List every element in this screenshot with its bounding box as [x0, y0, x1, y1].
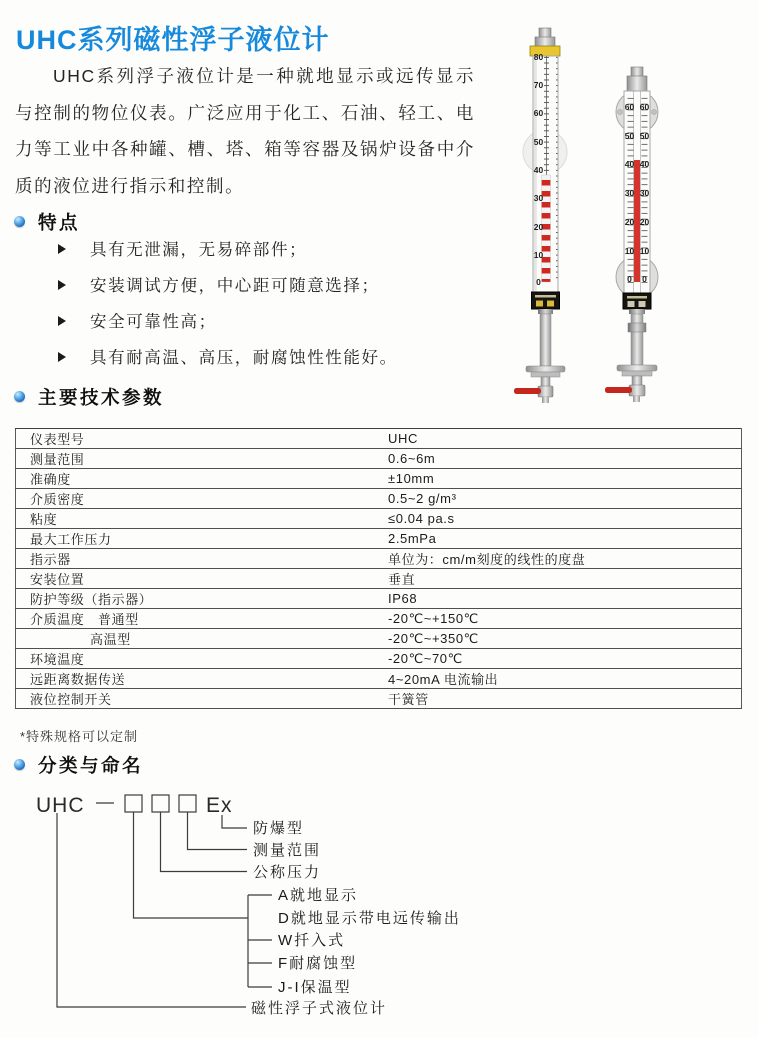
param-value: -20℃~+350℃: [380, 629, 742, 649]
table-row: [16, 569, 742, 589]
table-row: [16, 489, 742, 509]
label-explosion-proof: 防爆型: [253, 820, 305, 837]
gauge-left-cap: [535, 37, 555, 47]
intro-paragraph: UHC系列浮子液位计是一种就地显示或远传显示与控制的物位仪表。广泛应用于化工、石油、轻工、电力等工业中各种罐、槽、塔、箱等容器及锅炉设备中介质的液位进行指示和控制。: [15, 66, 475, 196]
gauge-right: [605, 67, 658, 402]
param-label: 环境温度: [16, 649, 381, 669]
table-row: [16, 669, 742, 689]
param-value: 4~20mA 电流输出: [380, 669, 742, 689]
parameters-table: [15, 428, 742, 709]
scale-number: 40: [624, 159, 635, 169]
scale-number: 20: [624, 217, 635, 227]
scale-number: 50: [533, 137, 544, 147]
scale-number: 60: [533, 108, 544, 118]
scale-number: 30: [533, 193, 544, 203]
param-label: 测量范围: [16, 449, 381, 469]
param-value: 0.6~6m: [380, 449, 742, 469]
scale-number: 10: [533, 250, 544, 260]
triangle-bullet-icon: [58, 244, 66, 254]
feature-text: 安装调试方便，中心距可随意选择；: [90, 277, 380, 295]
features-heading: 特点: [38, 212, 81, 233]
label-measure-range: 测量范围: [253, 842, 322, 859]
gauge-left-valve-handle: [514, 388, 541, 394]
scale-number: 50: [624, 131, 635, 141]
param-value: -20℃~+150℃: [380, 609, 742, 629]
param-label: 介质温度 普通型: [16, 609, 381, 629]
param-value: ±10mm: [380, 469, 742, 489]
param-label: 最大工作压力: [16, 529, 381, 549]
label-base-name: 磁性浮子式液位计: [251, 1000, 388, 1017]
feature-item: [56, 347, 476, 383]
table-row: [16, 689, 742, 709]
gauge-left-pipe: [540, 314, 551, 366]
gauge-left-switch-box: [532, 292, 560, 309]
triangle-bullet-icon: [58, 280, 66, 290]
scale-number: 60: [624, 102, 635, 112]
label-type-option: F耐腐蚀型: [278, 955, 358, 972]
param-value: 0.5~2 g/m³: [380, 489, 742, 509]
gauge-right-pipe: [631, 314, 643, 365]
param-label: 远距离数据传送: [16, 669, 381, 689]
gauge-right-bottom-flange: [617, 365, 657, 371]
feature-item: [56, 311, 476, 347]
table-row: [16, 609, 742, 629]
scale-number: 20: [639, 217, 650, 227]
scale-number: 30: [624, 188, 635, 198]
scale-number: 10: [624, 246, 635, 256]
table-row: [16, 589, 742, 609]
feature-item: [56, 275, 476, 311]
scale-number: 20: [533, 222, 544, 232]
table-row: [16, 429, 742, 449]
page-title: UHC系列磁性浮子液位计: [16, 25, 330, 55]
feature-text: 安全可靠性高；: [90, 313, 217, 331]
label-type-option: W扦入式: [278, 932, 346, 949]
feature-text: 具有无泄漏，无易碎部件；: [90, 241, 308, 259]
param-label: 仪表型号: [16, 429, 381, 449]
label-type-option: J-I保温型: [278, 979, 352, 996]
param-label: 液位控制开关: [16, 689, 381, 709]
gauge-right-union-nut: [628, 323, 646, 332]
param-value: UHC: [380, 429, 742, 449]
product-photo-level-gauges: [480, 15, 758, 410]
label-type-option: A就地显示: [278, 887, 359, 904]
gauge-left: [514, 28, 567, 403]
table-row: [16, 629, 742, 649]
scale-number: 60: [639, 102, 650, 112]
scale-number: 0: [642, 274, 647, 284]
scale-number: 0: [536, 277, 541, 287]
param-value: 干簧管: [380, 689, 742, 709]
param-label: 介质密度: [16, 489, 381, 509]
features-list: [56, 239, 476, 383]
scale-number: 50: [639, 131, 650, 141]
gauge-left-bottom-flange: [526, 366, 565, 372]
param-value: -20℃~70℃: [380, 649, 742, 669]
gauge-right-switch-box: [623, 293, 651, 309]
scale-number: 80: [533, 52, 544, 62]
gauge-right-valve-handle: [605, 387, 632, 393]
parameters-heading: 主要技术参数: [38, 387, 165, 408]
triangle-bullet-icon: [58, 352, 66, 362]
table-row: [16, 549, 742, 569]
diagram-lines: [57, 795, 272, 1007]
param-label: 安装位置: [16, 569, 381, 589]
gauge-right-collar: [629, 309, 645, 314]
param-label: 粘度: [16, 509, 381, 529]
param-value: ≤0.04 pa.s: [380, 509, 742, 529]
code-box-2: [152, 795, 169, 812]
param-value: 垂直: [380, 569, 742, 589]
naming-heading: 分类与命名: [38, 755, 144, 776]
scale-number: 70: [533, 80, 544, 90]
param-value: IP68: [380, 589, 742, 609]
scale-number: 40: [533, 165, 544, 175]
section-bullet-icon: [14, 391, 25, 402]
gauge-left-collar: [538, 309, 553, 314]
scale-number: 30: [639, 188, 650, 198]
param-label: 准确度: [16, 469, 381, 489]
table-row: [16, 529, 742, 549]
gauge-right-cap: [627, 76, 647, 91]
naming-code-diagram: [20, 782, 490, 1030]
param-value: 2.5mPa: [380, 529, 742, 549]
gauge-right-top-knob: [631, 67, 643, 77]
scale-number: 0: [627, 274, 632, 284]
param-value: 单位为：cm/m刻度的线性的度盘: [380, 549, 742, 569]
scale-number: 40: [639, 159, 650, 169]
code-box-3: [179, 795, 196, 812]
param-label: 防护等级（指示器）: [16, 589, 381, 609]
table-row: [16, 509, 742, 529]
param-label: 高温型: [16, 629, 381, 649]
param-label: 指示器: [16, 549, 381, 569]
gauge-left-scale-numbers: [534, 52, 544, 287]
table-row: [16, 469, 742, 489]
section-bullet-icon: [14, 216, 25, 227]
label-type-option: D就地显示带电远传输出: [278, 910, 461, 927]
scale-number: 10: [639, 246, 650, 256]
table-row: [16, 449, 742, 469]
code-prefix: UHC: [36, 794, 85, 817]
table-row: [16, 649, 742, 669]
triangle-bullet-icon: [58, 316, 66, 326]
label-nominal-pressure: 公称压力: [253, 864, 322, 881]
feature-text: 具有耐高温、高压，耐腐蚀性性能好。: [90, 349, 398, 367]
feature-item: [56, 239, 476, 275]
code-suffix: Ex: [206, 794, 233, 817]
table-footnote: *特殊规格可以定制: [20, 729, 139, 744]
section-bullet-icon: [14, 759, 25, 770]
code-box-1: [125, 795, 142, 812]
